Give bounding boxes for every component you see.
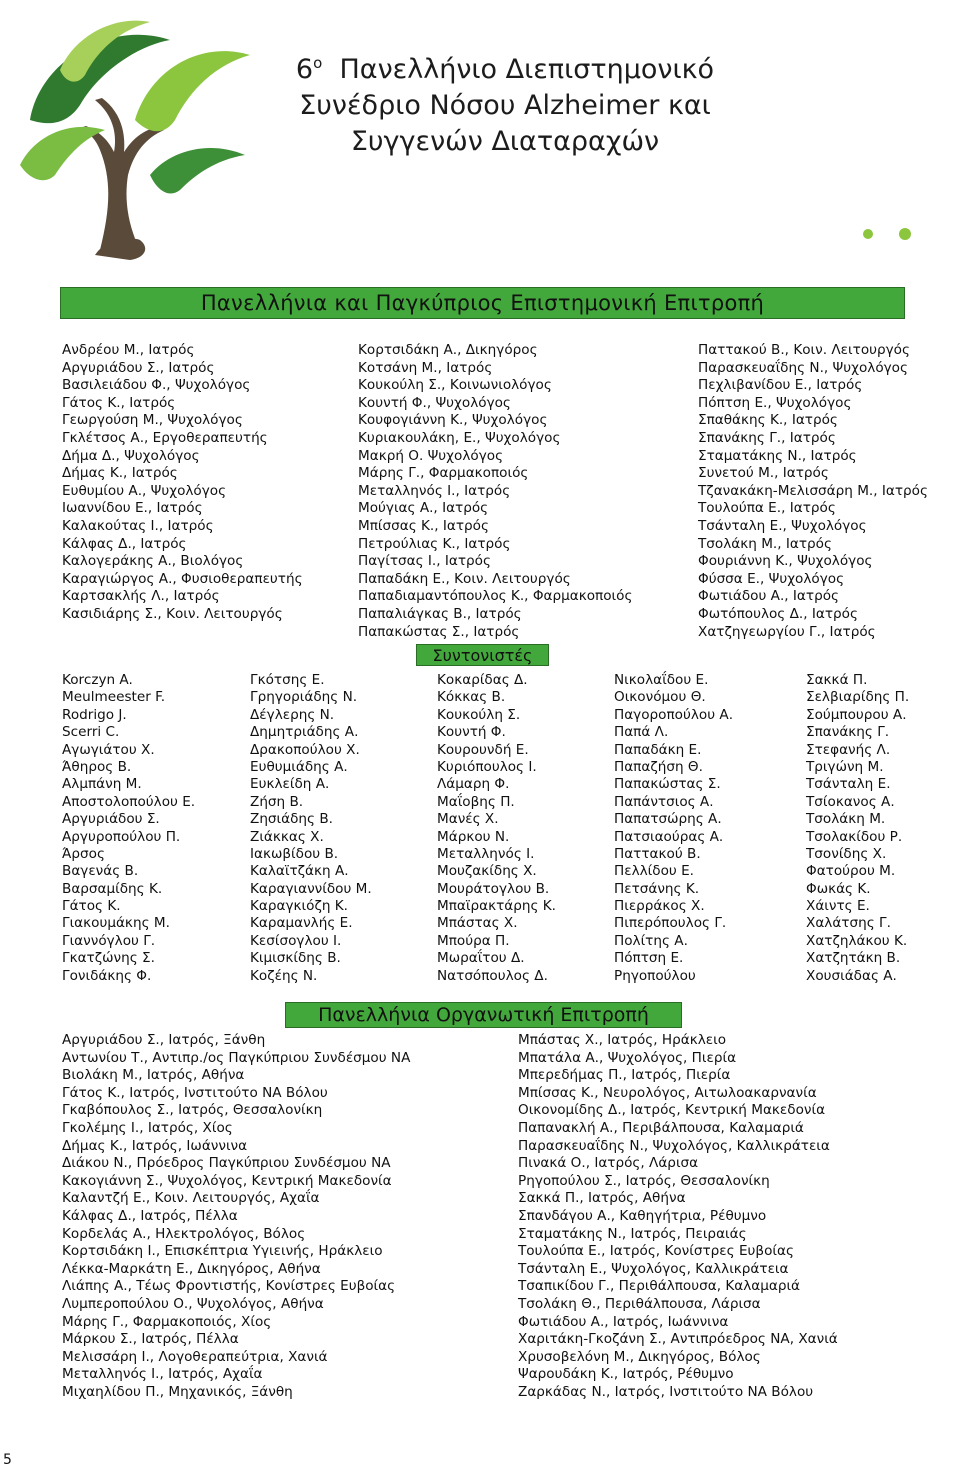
coordinator-name: Λάμαρη Φ.: [437, 776, 510, 793]
scientific-member: Κυριακουλάκη, Ε., Ψυχολόγος: [358, 429, 561, 446]
conference-number: 6: [295, 54, 314, 85]
scientific-column-3: [698, 342, 928, 641]
scientific-member: Μεταλληνός Ι., Ιατρός: [358, 482, 511, 499]
organizing-member: Λιάπης Α., Τέως Φροντιστής, Κονίστρες Ευβοίας: [62, 1278, 396, 1295]
coordinator-name: Μπούρα Π.: [437, 932, 510, 949]
organizing-member: Τσαπικίδου Γ., Περιθάλπουσα, Καλαμαριά: [518, 1278, 801, 1295]
organizing-member: Αντωνίου Τ., Αντιπρ./ος Παγκύπριου Συνδέσμου ΝΑ: [62, 1049, 411, 1066]
organizing-member: Μπατάλα Α., Ψυχολόγος, Πιερία: [518, 1049, 737, 1066]
organizing-member: Αργυριάδου Σ., Ιατρός, Ξάνθη: [62, 1032, 266, 1048]
scientific-committee-header: [60, 287, 905, 319]
organizing-member: Βιολάκη Μ., Ιατρός, Αθήνα: [62, 1067, 245, 1084]
organizing-member: Ζαρκάδας Ν., Ιατρός, Ινστιτούτο ΝΑ Βόλου: [518, 1383, 814, 1400]
scientific-member: Τσολάκη Μ., Ιατρός: [698, 535, 832, 552]
organizing-member: Σπανδάγου Α., Καθηγήτρια, Ρέθυμνο: [518, 1207, 767, 1224]
coordinator-name: Μπαϊρακτάρης Κ.: [437, 898, 556, 915]
coordinator-name: Πατσιαούρας Α.: [614, 828, 724, 845]
scientific-committee-title: Πανελλήνια και Παγκύπριος Επιστημονική Επιτροπή: [200, 291, 765, 315]
organizing-member: Μπερεδήμας Π., Ιατρός, Πιερία: [518, 1067, 731, 1084]
scientific-member: Φύσσα Ε., Ψυχολόγος: [698, 570, 845, 587]
coordinator-name: Τσολακίδου Ρ.: [806, 828, 903, 845]
scientific-member: Πόπτση Ε., Ψυχολόγος: [698, 394, 852, 411]
scientific-member: Παρασκευαΐδης Ν., Ψυχολόγος: [698, 359, 908, 376]
coordinator-name: Κεσίσογλου Ι.: [250, 932, 342, 949]
title-line-2: Συνέδριο Νόσου Alzheimer και: [299, 90, 711, 121]
coordinator-name: Rodrigo J.: [62, 706, 127, 723]
decorative-dots: [860, 222, 920, 244]
coordinator-name: Μανές Χ.: [437, 811, 499, 828]
leaf-shape: [135, 51, 250, 131]
coordinator-name: Πετσάνης Κ.: [614, 880, 700, 897]
scientific-member: Σπαθάκης Κ., Ιατρός: [698, 412, 838, 429]
coordinator-name: Παπάντσιος Α.: [614, 793, 714, 810]
coordinator-name: Σακκά Π.: [806, 672, 868, 688]
coordinator-name: Φωκάς Κ.: [806, 880, 871, 897]
scientific-member: Καλακούτας Ι., Ιατρός: [62, 517, 214, 534]
coordinator-name: Μάρκου Ν.: [437, 828, 510, 845]
organizing-member: Γκολέμης Ι., Ιατρός, Χίος: [62, 1119, 233, 1136]
coordinator-name: Βαρσαμίδης Κ.: [62, 880, 163, 897]
organizing-member: Μιχαηλίδου Π., Μηχανικός, Ξάνθη: [62, 1383, 293, 1400]
organizing-member: Μάρης Γ., Φαρμακοποιός, Χίος: [62, 1313, 272, 1330]
organizing-member: Τουλούπα Ε., Ιατρός, Κονίστρες Ευβοίας: [518, 1243, 794, 1260]
coordinator-name: Γιακουμάκης Μ.: [62, 915, 170, 932]
scientific-column-1: [62, 342, 303, 624]
organizing-member: Σταματάκης Ν., Ιατρός, Πειραιάς: [518, 1225, 747, 1242]
tree-logo: [0, 0, 300, 270]
scientific-member: Σπανάκης Γ., Ιατρός: [698, 429, 836, 446]
scientific-member: Φουριάννη Κ., Ψυχολόγος: [698, 553, 873, 570]
scientific-member: Πεχλιβανίδου Ε., Ιατρός: [698, 377, 863, 394]
coordinator-name: Κοκαρίδας Δ.: [437, 672, 528, 688]
scientific-member: Τσάνταλη Ε., Ψυχολόγος: [698, 517, 867, 534]
scientific-member: Κουφογιάννη Κ., Ψυχολόγος: [358, 412, 548, 429]
scientific-member: Συνετού Μ., Ιατρός: [698, 465, 829, 482]
leaf-shape: [20, 127, 105, 180]
organizing-member: Σακκά Π., Ιατρός, Αθήνα: [518, 1190, 686, 1207]
coordinator-name: Φατούρου Μ.: [806, 863, 896, 880]
coordinator-name: Χαλάτσης Γ.: [806, 915, 891, 932]
coordinator-name: Παπαζήση Θ.: [614, 758, 703, 775]
coordinator-name: Κουκούλη Σ.: [437, 706, 521, 723]
organizing-member: Κακογιάννη Σ., Ψυχολόγος, Κεντρική Μακεδονία: [62, 1172, 392, 1189]
organizing-member: Ψαρουδάκη Κ., Ιατρός, Ρέθυμνο: [518, 1366, 734, 1383]
coordinator-name: Οικονόμου Θ.: [614, 689, 706, 706]
coordinator-name: Γιαννόγλου Γ.: [62, 932, 156, 949]
organizing-member: Δήμας Κ., Ιατρός, Ιωάννινα: [62, 1137, 248, 1154]
coordinator-name: Παπατσώρης Α.: [614, 811, 722, 828]
scientific-member: Φωτιάδου Α., Ιατρός: [698, 588, 839, 605]
scientific-member: Ιωαννίδου Ε., Ιατρός: [62, 500, 203, 517]
coordinator-name: Κόκκας Β.: [437, 689, 506, 706]
coordinators-column-3: [437, 672, 556, 985]
coordinator-name: Σελβιαρίδης Π.: [806, 689, 910, 706]
coordinator-name: Τσολάκη Μ.: [806, 811, 886, 828]
scientific-member: Δήμα Δ., Ψυχολόγος: [62, 447, 200, 464]
coordinator-name: Μουζακίδης Χ.: [437, 863, 537, 880]
coordinator-name: Καραγκιόζη Κ.: [250, 898, 349, 915]
coordinators-column-2: [250, 672, 372, 985]
coordinator-name: Παγοροπούλου Α.: [614, 706, 734, 723]
coordinator-name: Μαΐοβης Π.: [437, 793, 515, 810]
coordinator-name: Αγωγιάτου Χ.: [62, 741, 155, 758]
scientific-member: Παπακώστας Σ., Ιατρός: [358, 623, 520, 640]
coordinator-name: Χάιντς Ε.: [806, 898, 870, 915]
scientific-member: Παπαδάκη Ε., Κοιν. Λειτουργός: [358, 570, 571, 587]
scientific-member: Κορτσιδάκη Α., Δικηγόρος: [358, 342, 538, 358]
coordinator-name: Σούμπουρου Α.: [806, 706, 907, 723]
coordinators-title: Συντονιστές: [432, 646, 533, 665]
coordinator-name: Γκότσης Ε.: [250, 672, 325, 688]
scientific-member: Παπαδιαμαντόπουλος Κ., Φαρμακοποιός: [358, 588, 633, 605]
coordinator-name: Ευκλείδη Α.: [250, 776, 330, 793]
scientific-member: Κουκούλη Σ., Κοινωνιολόγος: [358, 377, 552, 394]
organizing-member: Μάρκου Σ., Ιατρός, Πέλλα: [62, 1331, 239, 1348]
organizing-member: Χαριτάκη-Γκοζάνη Σ., Αντιπρόεδρος ΝΑ, Χανιά: [518, 1331, 838, 1348]
coordinators-column-5: [806, 672, 909, 985]
coordinator-name: Παττακού Β.: [614, 845, 701, 862]
title-line-3: Συγγενών Διαταραχών: [350, 126, 660, 157]
scientific-member: Κοτσάνη Μ., Ιατρός: [358, 359, 493, 376]
organizing-member: Λυμπεροπούλου Ο., Ψυχολόγος, Αθήνα: [62, 1295, 324, 1312]
scientific-member: Κάλφας Δ., Ιατρός: [62, 535, 187, 552]
coordinator-name: Καραγιαννίδου Μ.: [250, 880, 372, 897]
coordinator-name: Χατζητάκη Β.: [806, 950, 901, 967]
scientific-member: Βασιλειάδου Φ., Ψυχολόγος: [62, 377, 251, 394]
organizing-member: Μπίσσας Κ., Νευρολόγος, Αιτωλοακαρνανία: [518, 1084, 817, 1101]
scientific-member: Μάρης Γ., Φαρμακοποιός: [358, 465, 529, 482]
scientific-member: Καλογεράκης Α., Βιολόγος: [62, 553, 244, 570]
coordinator-name: Korczyn A.: [62, 672, 133, 688]
scientific-member: Αργυριάδου Σ., Ιατρός: [62, 359, 215, 376]
organizing-column-1: [62, 1032, 410, 1401]
coordinator-name: Μπάστας Χ.: [437, 915, 518, 932]
title-line-1: Πανελλήνιο Διεπιστημονικό: [339, 54, 715, 85]
coordinator-name: Δέγλερης Ν.: [250, 706, 335, 723]
coordinator-name: Καραμανλής Ε.: [250, 915, 353, 932]
coordinator-name: Πιπερόπουλος Γ.: [614, 915, 727, 932]
coordinator-name: Γρηγοριάδης Ν.: [250, 689, 358, 706]
organizing-member: Μεταλληνός Ι., Ιατρός, Αχαΐα: [62, 1366, 263, 1383]
organizing-committee-title: Πανελλήνια Οργανωτική Επιτροπή: [318, 1004, 649, 1026]
organizing-member: Πινακά Ο., Ιατρός, Λάρισα: [518, 1155, 699, 1172]
coordinator-name: Κουρουνδή Ε.: [437, 741, 529, 758]
coordinator-name: Άθηρος Β.: [62, 758, 132, 775]
scientific-member: Μακρή Ο. Ψυχολόγος: [358, 447, 504, 464]
coordinator-name: Παπακώστας Σ.: [614, 776, 721, 793]
organizing-member: Κάλφας Δ., Ιατρός, Πέλλα: [62, 1207, 238, 1224]
coordinator-name: Ζησιάδης Β.: [250, 811, 333, 828]
scientific-member: Κουντή Φ., Ψυχολόγος: [358, 394, 511, 411]
scientific-member: Καραγιώργος Α., Φυσιοθεραπευτής: [62, 570, 303, 587]
page-number: 5: [3, 1452, 12, 1468]
organizing-member: Μελισσάρη Ι., Λογοθεραπεύτρια, Χανιά: [62, 1348, 328, 1365]
scientific-member: Μούγιας Α., Ιατρός: [358, 500, 489, 517]
scientific-member: Παττακού Β., Κοιν. Λειτουργός: [698, 342, 910, 358]
coordinator-name: Πελλίδου Ε.: [614, 863, 694, 880]
coordinator-name: Αλμπάνη Μ.: [62, 776, 142, 793]
scientific-member: Καρτσακλής Λ., Ιατρός: [62, 588, 220, 605]
coordinator-name: Χουσιάδας Α.: [806, 967, 897, 984]
coordinator-name: Meulmeester F.: [62, 689, 166, 706]
coordinator-name: Τριγώνη Μ.: [806, 758, 884, 775]
coordinator-name: Γάτος Κ.: [62, 898, 121, 915]
coordinator-name: Δρακοπούλου Χ.: [250, 741, 360, 758]
coordinator-name: Κιμισκίδης Β.: [250, 950, 341, 967]
coordinator-name: Νικολαΐδου Ε.: [614, 672, 709, 688]
organizing-member: Τσολάκη Θ., Περιθάλπουσα, Λάρισα: [518, 1295, 761, 1312]
organizing-member: Κορδελάς Α., Ηλεκτρολόγος, Βόλος: [62, 1225, 306, 1242]
organizing-column-2: [518, 1032, 838, 1401]
coordinator-name: Καλαϊτζάκη Α.: [250, 863, 349, 880]
coordinators-column-4: [614, 672, 733, 985]
conference-superscript: ο: [313, 54, 323, 72]
scientific-member: Παγίτσας Ι., Ιατρός: [358, 553, 491, 570]
coordinator-name: Ιακωβίδου Β.: [250, 845, 339, 862]
organizing-member: Χρυσοβελόνη Μ., Δικηγόρος, Βόλος: [518, 1348, 761, 1365]
organizing-member: Γάτος Κ., Ιατρός, Ινστιτούτο ΝΑ Βόλου: [62, 1084, 328, 1101]
organizing-member: Ρηγοπούλου Σ., Ιατρός, Θεσσαλονίκη: [518, 1172, 770, 1189]
coordinator-name: Κουντή Φ.: [437, 724, 506, 741]
coordinators-column-1: [62, 672, 195, 985]
coordinator-name: Αργυροπούλου Π.: [62, 828, 181, 845]
organizing-member: Γκαβόπουλος Σ., Ιατρός, Θεσσαλονίκη: [62, 1102, 323, 1119]
coordinator-name: Μουράτογλου Β.: [437, 880, 550, 897]
coordinator-name: Πιερράκος Χ.: [614, 898, 705, 915]
scientific-member: Ευθυμίου Α., Ψυχολόγος: [62, 482, 227, 499]
organizing-member: Κορτσιδάκη Ι., Επισκέπτρια Υγιεινής, Ηράκλειο: [62, 1243, 383, 1260]
scientific-member: Σταματάκης Ν., Ιατρός: [698, 447, 857, 464]
organizing-member: Λέκκα-Μαρκάτη Ε., Δικηγόρος, Αθήνα: [62, 1260, 321, 1277]
scientific-member: Χατζηγεωργίου Γ., Ιατρός: [698, 623, 876, 640]
scientific-column-2: [358, 342, 632, 641]
organizing-member: Παπανακλή Α., Περιβάλπουσα, Καλαμαριά: [518, 1119, 804, 1136]
coordinator-name: Άρσος: [62, 845, 105, 862]
coordinator-name: Αποστολοπούλου Ε.: [62, 793, 196, 810]
organizing-member: Καλαντζή Ε., Κοιν. Λειτουργός, Αχαΐα: [62, 1190, 320, 1207]
coordinator-name: Τσάνταλη Ε.: [806, 776, 891, 793]
scientific-member: Δήμας Κ., Ιατρός: [62, 465, 178, 482]
scientific-member: Φωτόπουλος Δ., Ιατρός: [698, 605, 858, 622]
scientific-member: Παπαλιάγκας Β., Ιατρός: [358, 605, 522, 622]
coordinator-name: Αργυριάδου Σ.: [62, 811, 160, 828]
coordinator-name: Πολίτης Α.: [614, 932, 688, 949]
coordinator-name: Δημητριάδης Α.: [250, 724, 359, 741]
coordinator-name: Σπανάκης Γ.: [806, 724, 890, 741]
coordinator-name: Κοζέης Ν.: [250, 967, 318, 984]
scientific-member: Γκλέτσος Α., Εργοθεραπευτής: [62, 429, 268, 446]
scientific-member: Τζανακάκη-Μελισσάρη Μ., Ιατρός: [698, 482, 928, 499]
coordinator-name: Γονιδάκης Φ.: [62, 967, 152, 984]
organizing-member: Διάκου Ν., Πρόεδρος Παγκύπριου Συνδέσμου ΝΑ: [62, 1155, 391, 1172]
coordinator-name: Παπαδάκη Ε.: [614, 741, 702, 758]
coordinator-name: Ευθυμιάδης Α.: [250, 758, 348, 775]
scientific-member: Μπίσσας Κ., Ιατρός: [358, 517, 489, 534]
scientific-member: Κασιδιάρης Σ., Κοιν. Λειτουργός: [62, 605, 283, 622]
scientific-member: Τουλούπα Ε., Ιατρός: [698, 500, 836, 517]
coordinator-name: Μωραΐτου Δ.: [437, 950, 525, 967]
scientific-member: Γάτος Κ., Ιατρός: [62, 394, 176, 411]
organizing-member: Παρασκευαΐδης Ν., Ψυχολόγος, Καλλικράτεια: [518, 1137, 830, 1154]
coordinator-name: Βαγενάς Β.: [62, 863, 139, 880]
scientific-member: Ανδρέου Μ., Ιατρός: [62, 342, 195, 358]
scientific-member: Πετρούλιας Κ., Ιατρός: [358, 535, 511, 552]
organizing-member: Μπάστας Χ., Ιατρός, Ηράκλειο: [518, 1032, 727, 1048]
coordinators-header: [416, 644, 549, 666]
coordinator-name: Ρηγοπούλου: [614, 967, 696, 984]
organizing-member: Τσάνταλη Ε., Ψυχολόγος, Καλλικράτεια: [518, 1260, 789, 1277]
coordinator-name: Ζιάκκας Χ.: [250, 828, 324, 845]
coordinator-name: Τσίοκανος Α.: [806, 793, 895, 810]
coordinator-name: Γκατζώνης Σ.: [62, 950, 155, 967]
coordinator-name: Παπά Λ.: [614, 724, 669, 741]
coordinator-name: Κυριόπουλος Ι.: [437, 758, 537, 775]
coordinator-name: Ζήση Β.: [250, 793, 304, 810]
conference-title: [290, 52, 720, 160]
organizing-member: Οικονομίδης Δ., Ιατρός, Κεντρική Μακεδονία: [518, 1102, 826, 1119]
organizing-committee-header: [285, 1002, 682, 1028]
scientific-member: Γεωργούση Μ., Ψυχολόγος: [62, 412, 243, 429]
coordinator-name: Πόπτση Ε.: [614, 950, 684, 967]
coordinator-name: Μεταλληνός Ι.: [437, 845, 535, 862]
leaf-shape: [150, 148, 245, 194]
coordinator-name: Στεφανής Λ.: [806, 741, 891, 758]
coordinator-name: Χατζηλάκου Κ.: [806, 932, 908, 949]
coordinator-name: Νατσόπουλος Δ.: [437, 967, 548, 984]
organizing-member: Φωτιάδου Α., Ιατρός, Ιωάννινα: [518, 1313, 729, 1330]
coordinator-name: Τσονίδης Χ.: [806, 845, 887, 862]
coordinator-name: Scerri C.: [62, 724, 120, 741]
